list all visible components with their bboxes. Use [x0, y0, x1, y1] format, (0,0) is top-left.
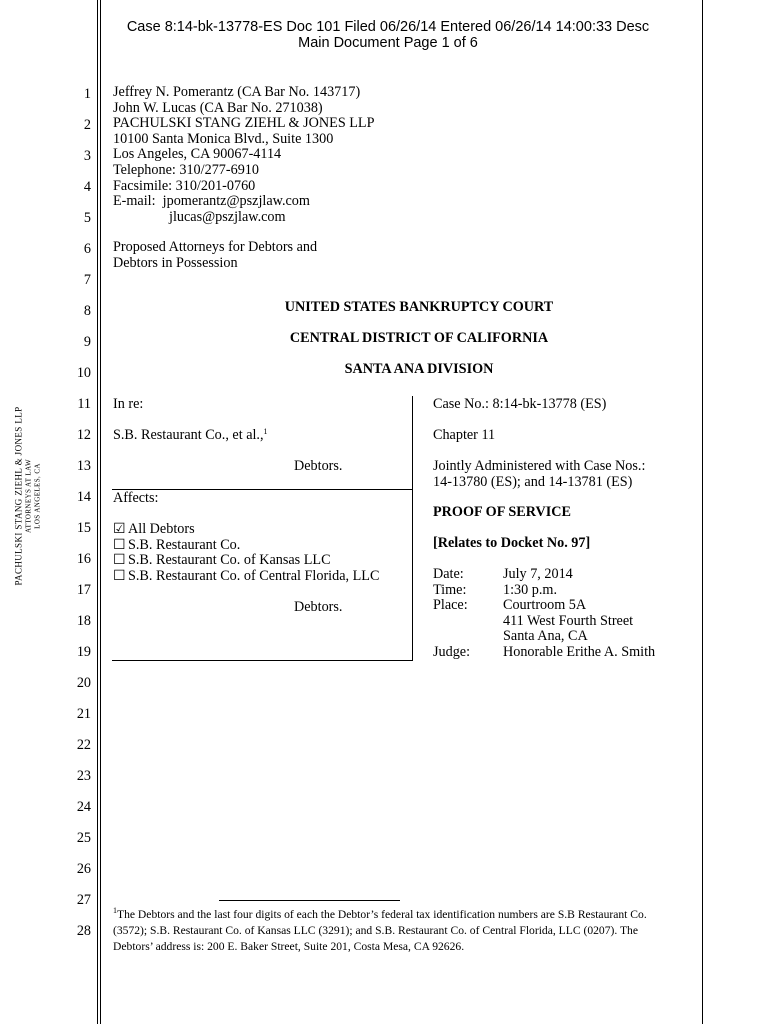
date-label: Date: [433, 566, 464, 582]
margin-rule-left-2 [100, 0, 101, 1024]
case-number: Case No.: 8:14-bk-13778 (ES) [433, 396, 607, 412]
line-number: 23 [76, 768, 91, 784]
place-line1: Courtroom 5A [503, 597, 587, 614]
footnote-line2: (3572); S.B. Restaurant Co. of Kansas LLC (3291); and S.B. Restaurant Co. of Central Florida, LLC (0207). The [113, 924, 638, 937]
line-number: 24 [76, 799, 91, 815]
line-number: 9 [83, 334, 91, 350]
affects-option [113, 553, 379, 569]
line-number: 27 [76, 892, 91, 908]
counsel-line: 10100 Santa Monica Blvd., Suite 1300 [113, 130, 334, 147]
place-line2: 411 West Fourth Street [503, 612, 634, 629]
affects-option-label: S.B. Restaurant Co. of Central Florida, LLC [128, 567, 380, 584]
debtors-label: Debtors. [294, 458, 343, 474]
affects-option-label: S.B. Restaurant Co. of Kansas LLC [128, 552, 331, 569]
line-number: 19 [76, 644, 91, 660]
margin-rule-right [702, 0, 703, 1024]
judge-value: Honorable Erithe A. Smith [503, 644, 656, 660]
checkbox-empty-icon: ☐ [113, 567, 126, 584]
line-number: 18 [76, 613, 91, 629]
affects-option [113, 569, 379, 585]
checkbox-empty-icon: ☐ [113, 536, 126, 553]
counsel-line: John W. Lucas (CA Bar No. 271038) [113, 99, 323, 116]
counsel-role-line2: Debtors in Possession [113, 254, 238, 271]
counsel-line: Jeffrey N. Pomerantz (CA Bar No. 143717) [113, 84, 361, 100]
chapter: Chapter 11 [433, 427, 496, 443]
hearing-labels [433, 567, 468, 614]
caption-rule-bottom [112, 660, 413, 661]
email-1: jpomerantz@pszjlaw.com [162, 193, 310, 210]
line-number: 22 [76, 737, 91, 753]
line-number: 2 [83, 117, 91, 133]
line-number: 14 [76, 489, 91, 505]
line-number: 21 [76, 706, 91, 722]
affects-option-label: S.B. Restaurant Co. [128, 536, 241, 553]
place-line3: Santa Ana, CA [503, 628, 588, 645]
jointly-line1: Jointly Administered with Case Nos.: [433, 458, 646, 474]
sidebar-city: LOS ANGELES, CA [33, 463, 42, 529]
affects-option [113, 522, 379, 538]
court-district: CENTRAL DISTRICT OF CALIFORNIA [289, 330, 549, 346]
affects-options [113, 522, 379, 584]
affects-option-label: All Debtors [128, 521, 195, 537]
hearing-values [503, 567, 633, 645]
line-number: 6 [83, 241, 91, 257]
ecf-header-line1: Case 8:14-bk-13778-ES Doc 101 Filed 06/26/14 Entered 06/26/14 14:00:33 Desc [126, 19, 650, 35]
time-value: 1:30 p.m. [503, 581, 557, 598]
sidebar-firm-name: PACHULSKI STANG ZIEHL & JONES LLP [13, 406, 24, 586]
counsel-line: Los Angeles, CA 90067-4114 [113, 146, 282, 163]
affects-option [113, 538, 379, 554]
affects-label: Affects: [113, 490, 159, 506]
line-number: 1 [83, 86, 91, 102]
footnote-line1 [113, 907, 647, 923]
counsel-line: PACHULSKI STANG ZIEHL & JONES LLP [113, 115, 375, 132]
debtors-label-2: Debtors. [294, 599, 343, 615]
checkbox-checked-icon: ☑ [113, 521, 126, 537]
footnote-separator [219, 900, 400, 901]
line-number: 10 [76, 365, 91, 381]
line-number: 7 [83, 272, 91, 288]
line-number: 8 [83, 303, 91, 319]
line-number: 3 [83, 148, 91, 164]
margin-rule-left-1 [97, 0, 98, 1024]
jointly-line2: 14-13780 (ES); and 14-13781 (ES) [433, 473, 633, 490]
line-number: 4 [83, 179, 91, 195]
line-number: 5 [83, 210, 91, 226]
line-number: 13 [76, 458, 91, 474]
line-number: 11 [77, 396, 91, 412]
line-number: 16 [76, 551, 91, 567]
time-label: Time: [433, 581, 467, 598]
court-division: SANTA ANA DIVISION [344, 361, 494, 377]
footnote-line1-text: The Debtors and the last four digits of each the Debtor’s federal tax identification numbers are S.B Restaurant Co. [117, 908, 647, 921]
caption-divider-vertical [412, 396, 413, 660]
footnote-marker: 1 [113, 906, 117, 915]
counsel-line: Telephone: 310/277-6910 [113, 161, 259, 178]
ecf-header-line2: Main Document Page 1 of 6 [298, 35, 478, 51]
counsel-line: Facsimile: 310/201-0760 [113, 177, 256, 194]
line-number: 12 [76, 427, 91, 443]
email-label: E-mail: [113, 193, 156, 210]
footnote-line3: Debtors’ address is: 200 E. Baker Street, Suite 201, Costa Mesa, CA 92626. [113, 940, 465, 953]
in-re-label: In re: [113, 396, 144, 412]
footnote-ref: 1 [263, 427, 268, 436]
checkbox-empty-icon: ☐ [113, 552, 126, 569]
place-label: Place: [433, 597, 468, 614]
debtor-name-text: S.B. Restaurant Co., et al., [113, 427, 264, 443]
relates-to: [Relates to Docket No. 97] [433, 535, 591, 551]
line-number: 17 [76, 582, 91, 598]
email-line-1 [113, 194, 374, 210]
counsel-role [113, 240, 317, 271]
judge-label: Judge: [433, 644, 471, 660]
email-line-2 [113, 210, 374, 226]
line-number: 28 [76, 923, 91, 939]
line-number: 25 [76, 830, 91, 846]
court-name: UNITED STATES BANKRUPTCY COURT [284, 299, 554, 315]
counsel-role-line1: Proposed Attorneys for Debtors and [113, 239, 318, 255]
jointly-administered [433, 459, 645, 490]
line-number: 20 [76, 675, 91, 691]
debtor-name [113, 428, 268, 444]
sidebar-attorneys-at-law: ATTORNEYS AT LAW [24, 458, 33, 534]
date-value: July 7, 2014 [503, 566, 573, 582]
counsel-block [113, 85, 374, 225]
footnote [113, 907, 647, 955]
line-number: 26 [76, 861, 91, 877]
line-number: 15 [76, 520, 91, 536]
firm-sidebar [14, 406, 43, 585]
document-title: PROOF OF SERVICE [433, 504, 571, 520]
email-2: jlucas@pszjlaw.com [169, 208, 286, 225]
